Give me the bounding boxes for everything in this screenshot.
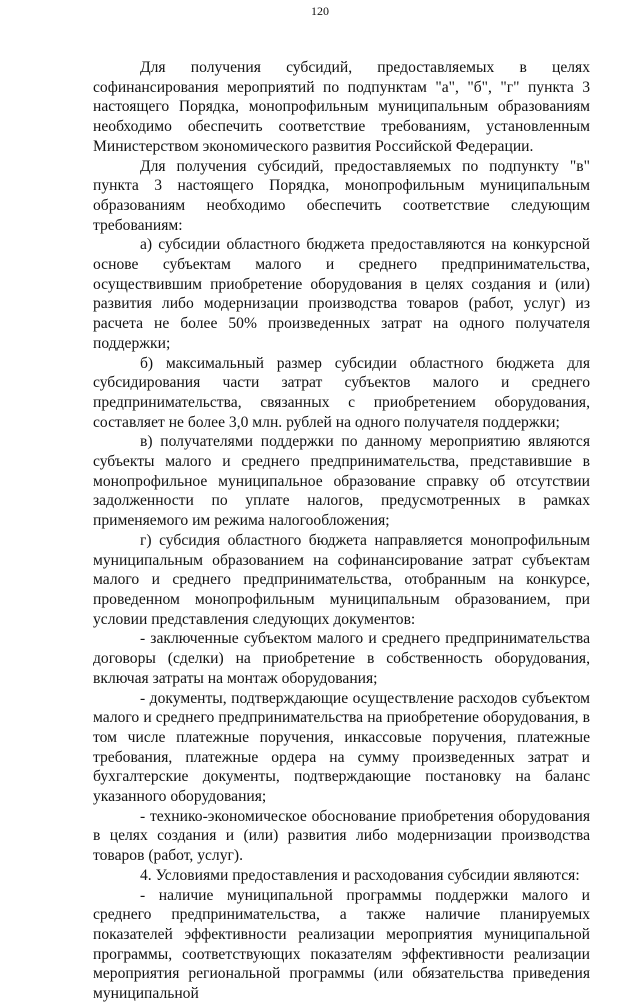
page-number: 120	[311, 4, 329, 18]
paragraph-contracts: - заключенные субъектом малого и среднего предпринимательства договоры (сделки) на приобретение в собственность оборудования, включая затраты на монтаж оборудования;	[93, 630, 590, 687]
paragraph-item-g: г) субсидия областного бюджета направляется монопрофильным муниципальным образованием на софинансирование затрат субъектам малого и среднего предпринимательства, отобранным на конкурсе, проведенном монопрофильным муниципальным образованием, при условии представления следующих документов:	[93, 531, 590, 628]
paragraph-cofinancing-intro: Для получения субсидий, предоставляемых в целях софинансирования мероприятий по подпунктам "а", "б", "г" пункта 3 настоящего Порядка, монопрофильным муниципальным образованиям необходимо обеспечить соответствие требованиям, установленным Министерством экономического развития Российской Федерации.	[93, 59, 590, 155]
paragraph-municipal-program: - наличие муниципальной программы поддержки малого и среднего предпринимательства, а также наличие планируемых показателей эффективности реализации мероприятия муниципальной программы, соответствующих показателям эффективности реализации мероприятия региональной программы (или обязательства приведения муниципальной	[93, 886, 590, 1003]
paragraph-item-b: б) максимальный размер субсидии областного бюджета для субсидирования части затрат субъектов малого и среднего предпринимательства, связанных с приобретением оборудования, составляет не более 3,0 млн. рублей на одного получателя поддержки;	[93, 354, 590, 431]
paragraph-item-v: в) получателями поддержки по данному мероприятию являются субъекты малого и среднего предпринимательства, представившие в монопрофильное муниципальное образование справку об отсутствии задолженности по уплате налогов, предусмотренных в рамках применяемого им режима налогообложения;	[93, 433, 590, 530]
paragraph-item-a: а) субсидии областного бюджета предоставляются на конкурсной основе субъектам малого и среднего предпринимательства, осуществившим приобретение оборудования в целях создания и (или) развития либо модернизации производства товаров (работ, услуг) из расчета не более 50% произведенных затрат на одного получателя поддержки;	[93, 236, 590, 352]
paragraph-feasibility-study: - технико-экономическое обоснование приобретения оборудования в целях создания и (или) развития либо модернизации производства товаров (работ, услуг).	[93, 807, 590, 865]
document-body	[93, 58, 590, 1004]
paragraph-section-4-heading: 4. Условиями предоставления и расходования субсидии являются:	[140, 866, 580, 884]
paragraph-subitem-v-intro: Для получения субсидий, предоставляемых по подпункту "в" пункта 3 настоящего Порядка, монопрофильным муниципальным образованиям необходимо обеспечить соответствие следующим требованиям:	[93, 157, 590, 234]
paragraph-expense-documents: - документы, подтверждающие осуществление расходов субъектом малого и среднего предпринимательства на приобретение оборудования, в том числе платежные поручения, инкассовые поручения, платежные требования, платежные ордера на сумму произведенных затрат и бухгалтерские документы, подтверждающие постановку на баланс указанного оборудования;	[93, 689, 590, 806]
